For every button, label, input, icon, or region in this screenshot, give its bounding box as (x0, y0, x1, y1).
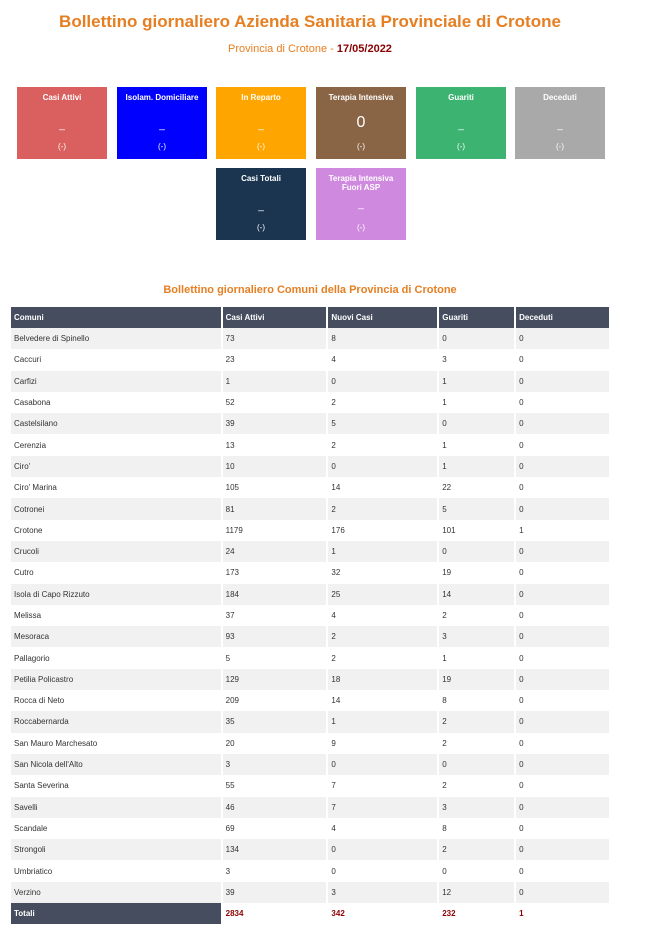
cell-guariti: 3 (438, 626, 515, 647)
cell-casi-attivi: 134 (222, 839, 328, 860)
cell-guariti: 0 (438, 413, 515, 434)
cell-comune: Cotronei (11, 498, 222, 519)
cell-guariti: 2 (438, 775, 515, 796)
card-label: Terapia Intensiva (328, 93, 394, 102)
card-label: Casi Totali (241, 174, 281, 183)
cell-casi-attivi: 173 (222, 562, 328, 583)
cell-deceduti: 0 (515, 562, 610, 583)
cell-nuovi-casi: 7 (327, 797, 438, 818)
section-title: Bollettino giornaliero Comuni della Provincia di Crotone (163, 284, 457, 296)
cell-casi-attivi: 3 (222, 754, 328, 775)
cell-deceduti: 0 (515, 669, 610, 690)
cell-deceduti: 0 (515, 584, 610, 605)
cell-casi-attivi: 39 (222, 882, 328, 903)
cell-casi-attivi: 52 (222, 392, 328, 413)
cell-comune: Strongoli (11, 839, 222, 860)
cell-comune: Cerenzia (11, 434, 222, 455)
cell-comune: Melissa (11, 605, 222, 626)
cell-comune: Mesoraca (11, 626, 222, 647)
table-row (11, 626, 610, 647)
card-value: _ (258, 120, 264, 131)
cell-comune: Caccuri (11, 349, 222, 370)
table-row (11, 371, 610, 392)
cell-nuovi-casi: 25 (327, 584, 438, 605)
cell-guariti: 2 (438, 605, 515, 626)
cell-guariti: 14 (438, 584, 515, 605)
card-label: Deceduti (543, 93, 577, 102)
cell-deceduti: 0 (515, 498, 610, 519)
card-in-reparto (216, 87, 306, 159)
totals-deceduti: 1 (515, 903, 610, 924)
cell-casi-attivi: 209 (222, 690, 328, 711)
cell-nuovi-casi: 2 (327, 434, 438, 455)
cell-comune: Ciro' Marina (11, 477, 222, 498)
cell-nuovi-casi: 9 (327, 733, 438, 754)
cell-casi-attivi: 129 (222, 669, 328, 690)
cell-nuovi-casi: 4 (327, 605, 438, 626)
cell-nuovi-casi: 2 (327, 498, 438, 519)
totals-casi-attivi: 2834 (222, 903, 328, 924)
cell-guariti: 8 (438, 690, 515, 711)
cell-comune: Umbriatico (11, 860, 222, 881)
card-terapia-intensiva (316, 87, 406, 159)
cell-comune: Savelli (11, 797, 222, 818)
card-label: Terapia Intensiva Fuori ASP (328, 174, 394, 192)
card-label: Isolam. Domiciliare (125, 93, 199, 102)
cell-deceduti: 0 (515, 371, 610, 392)
cell-casi-attivi: 37 (222, 605, 328, 626)
cell-deceduti: 0 (515, 690, 610, 711)
cell-guariti: 5 (438, 498, 515, 519)
cell-guariti: 22 (438, 477, 515, 498)
table-row (11, 754, 610, 775)
table-row (11, 434, 610, 455)
cell-casi-attivi: 39 (222, 413, 328, 434)
cell-nuovi-casi: 0 (327, 839, 438, 860)
cell-guariti: 2 (438, 711, 515, 732)
cell-comune: Carfizi (11, 371, 222, 392)
cell-guariti: 101 (438, 520, 515, 541)
table-row (11, 690, 610, 711)
card-delta: (-) (457, 142, 465, 151)
cell-casi-attivi: 5 (222, 647, 328, 668)
cell-deceduti: 0 (515, 754, 610, 775)
card-delta: (-) (357, 223, 365, 232)
cell-guariti: 0 (438, 754, 515, 775)
cell-casi-attivi: 55 (222, 775, 328, 796)
cell-guariti: 19 (438, 562, 515, 583)
table-row (11, 392, 610, 413)
cell-casi-attivi: 1 (222, 371, 328, 392)
cell-casi-attivi: 93 (222, 626, 328, 647)
cell-deceduti: 0 (515, 541, 610, 562)
col-header-guariti: Guariti (438, 307, 515, 328)
cell-casi-attivi: 35 (222, 711, 328, 732)
cell-deceduti: 0 (515, 733, 610, 754)
cell-comune: Petilia Policastro (11, 669, 222, 690)
card-terapia-intensiva-fuori-asp (316, 168, 406, 240)
cell-nuovi-casi: 32 (327, 562, 438, 583)
card-deceduti (515, 87, 605, 159)
cell-deceduti: 0 (515, 839, 610, 860)
cell-casi-attivi: 81 (222, 498, 328, 519)
page-subtitle (0, 43, 620, 55)
cell-nuovi-casi: 1 (327, 711, 438, 732)
cell-deceduti: 0 (515, 711, 610, 732)
cell-nuovi-casi: 5 (327, 413, 438, 434)
totals-guariti: 232 (438, 903, 515, 924)
table-row (11, 605, 610, 626)
card-value: 0 (356, 114, 366, 131)
cell-comune: Isola di Capo Rizzuto (11, 584, 222, 605)
card-value: _ (159, 120, 165, 131)
table-row (11, 477, 610, 498)
cell-guariti: 1 (438, 456, 515, 477)
totals-row (11, 903, 610, 924)
card-label: Casi Attivi (42, 93, 82, 102)
cell-nuovi-casi: 0 (327, 371, 438, 392)
card-label: In Reparto (241, 93, 281, 102)
table-row (11, 733, 610, 754)
cell-guariti: 0 (438, 541, 515, 562)
cell-guariti: 8 (438, 818, 515, 839)
cell-guariti: 19 (438, 669, 515, 690)
cell-nuovi-casi: 14 (327, 690, 438, 711)
col-header-deceduti: Deceduti (515, 307, 610, 328)
cell-deceduti: 0 (515, 882, 610, 903)
card-delta: (-) (257, 223, 265, 232)
cell-nuovi-casi: 1 (327, 541, 438, 562)
cell-nuovi-casi: 18 (327, 669, 438, 690)
table-row (11, 413, 610, 434)
table-row (11, 669, 610, 690)
cell-casi-attivi: 23 (222, 349, 328, 370)
cell-casi-attivi: 24 (222, 541, 328, 562)
cell-guariti: 12 (438, 882, 515, 903)
card-delta: (-) (58, 142, 66, 151)
table-row (11, 349, 610, 370)
cell-deceduti: 0 (515, 434, 610, 455)
cell-nuovi-casi: 3 (327, 882, 438, 903)
cell-comune: Pallagorio (11, 647, 222, 668)
cell-comune: Belvedere di Spinello (11, 328, 222, 349)
card-value: _ (458, 120, 464, 131)
cell-deceduti: 0 (515, 626, 610, 647)
card-value: _ (258, 201, 264, 212)
cell-deceduti: 0 (515, 818, 610, 839)
card-delta: (-) (556, 142, 564, 151)
cell-deceduti: 0 (515, 647, 610, 668)
table-row (11, 775, 610, 796)
card-value: _ (59, 120, 65, 131)
cell-casi-attivi: 20 (222, 733, 328, 754)
cell-nuovi-casi: 7 (327, 775, 438, 796)
cell-guariti: 2 (438, 733, 515, 754)
cell-casi-attivi: 73 (222, 328, 328, 349)
cell-guariti: 1 (438, 434, 515, 455)
cell-deceduti: 0 (515, 456, 610, 477)
comuni-table (11, 307, 611, 924)
card-value: _ (358, 199, 364, 210)
cell-casi-attivi: 69 (222, 818, 328, 839)
cell-comune: Crucoli (11, 541, 222, 562)
province-label: Provincia di Crotone - (228, 43, 337, 55)
cell-deceduti: 0 (515, 605, 610, 626)
cell-nuovi-casi: 2 (327, 647, 438, 668)
cell-deceduti: 1 (515, 520, 610, 541)
table-row (11, 498, 610, 519)
cell-casi-attivi: 1179 (222, 520, 328, 541)
cell-guariti: 3 (438, 349, 515, 370)
cell-guariti: 3 (438, 797, 515, 818)
cell-deceduti: 0 (515, 328, 610, 349)
card-delta: (-) (357, 142, 365, 151)
cell-casi-attivi: 184 (222, 584, 328, 605)
cell-casi-attivi: 13 (222, 434, 328, 455)
cell-comune: Santa Severina (11, 775, 222, 796)
cell-nuovi-casi: 14 (327, 477, 438, 498)
cell-deceduti: 0 (515, 797, 610, 818)
cell-comune: Rocca di Neto (11, 690, 222, 711)
cell-deceduti: 0 (515, 349, 610, 370)
cell-nuovi-casi: 4 (327, 349, 438, 370)
table-row (11, 860, 610, 881)
cell-comune: Verzino (11, 882, 222, 903)
totals-label: Totali (11, 903, 222, 924)
cell-comune: Scandale (11, 818, 222, 839)
card-label: Guariti (448, 93, 474, 102)
table-row (11, 839, 610, 860)
table-row (11, 647, 610, 668)
cell-nuovi-casi: 8 (327, 328, 438, 349)
card-value: _ (557, 120, 563, 131)
col-header-comuni: Comuni (11, 307, 222, 328)
card-isolamento-domiciliare (117, 87, 207, 159)
table-row (11, 882, 610, 903)
table-row (11, 562, 610, 583)
cell-guariti: 2 (438, 839, 515, 860)
cell-comune: San Mauro Marchesato (11, 733, 222, 754)
cell-nuovi-casi: 4 (327, 818, 438, 839)
cell-comune: Ciro' (11, 456, 222, 477)
table-row (11, 711, 610, 732)
cell-guariti: 0 (438, 328, 515, 349)
cell-guariti: 1 (438, 392, 515, 413)
card-delta: (-) (257, 142, 265, 151)
table-row (11, 541, 610, 562)
table-row (11, 818, 610, 839)
cell-comune: Cutro (11, 562, 222, 583)
cell-casi-attivi: 3 (222, 860, 328, 881)
table-row (11, 584, 610, 605)
cell-comune: Casabona (11, 392, 222, 413)
table-row (11, 520, 610, 541)
table-row (11, 797, 610, 818)
table-row (11, 328, 610, 349)
cell-casi-attivi: 105 (222, 477, 328, 498)
col-header-nuovi-casi: Nuovi Casi (327, 307, 438, 328)
cell-casi-attivi: 46 (222, 797, 328, 818)
card-casi-totali (216, 168, 306, 240)
cell-deceduti: 0 (515, 860, 610, 881)
card-delta: (-) (158, 142, 166, 151)
cell-casi-attivi: 10 (222, 456, 328, 477)
cell-deceduti: 0 (515, 413, 610, 434)
cell-guariti: 0 (438, 860, 515, 881)
cell-deceduti: 0 (515, 477, 610, 498)
cell-nuovi-casi: 0 (327, 860, 438, 881)
card-casi-attivi (17, 87, 107, 159)
cell-nuovi-casi: 176 (327, 520, 438, 541)
page-title: Bollettino giornaliero Azienda Sanitaria Provinciale di Crotone (59, 12, 561, 31)
cell-comune: Roccabernarda (11, 711, 222, 732)
table-row (11, 456, 610, 477)
cell-guariti: 1 (438, 371, 515, 392)
cell-comune: Castelsilano (11, 413, 222, 434)
col-header-casi-attivi: Casi Attivi (222, 307, 328, 328)
cell-comune: San Nicola dell'Alto (11, 754, 222, 775)
cell-deceduti: 0 (515, 392, 610, 413)
table-header-row (11, 307, 610, 328)
cell-guariti: 1 (438, 647, 515, 668)
cell-nuovi-casi: 0 (327, 456, 438, 477)
card-guariti (416, 87, 506, 159)
cell-comune: Crotone (11, 520, 222, 541)
cell-nuovi-casi: 0 (327, 754, 438, 775)
totals-nuovi-casi: 342 (327, 903, 438, 924)
cell-nuovi-casi: 2 (327, 626, 438, 647)
bulletin-date: 17/05/2022 (336, 43, 392, 55)
cell-deceduti: 0 (515, 775, 610, 796)
cell-nuovi-casi: 2 (327, 392, 438, 413)
